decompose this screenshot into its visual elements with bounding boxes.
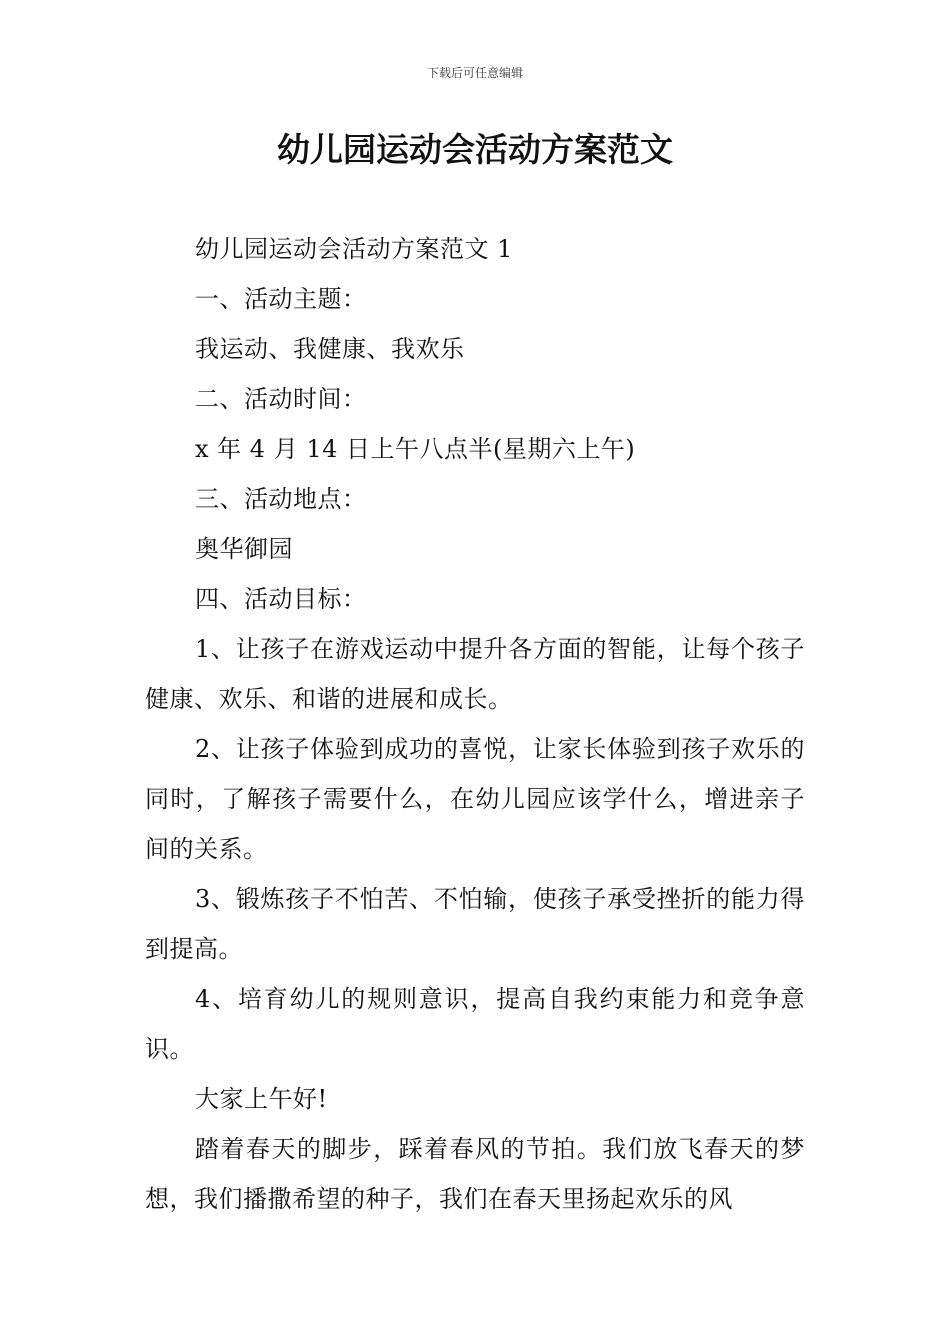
paragraph-theme-heading: 一、活动主题： xyxy=(195,285,367,313)
paragraph-goal-2: 2、让孩子体验到成功的喜悦，让家长体验到孩子欢乐的同时，了解孩子需要什么，在幼儿园应该学什么，增进亲子间的关系。 xyxy=(145,735,805,863)
paragraph-location: 奥华御园 xyxy=(195,535,293,563)
paragraph-goal-4: 4、培育幼儿的规则意识，提高自我约束能力和竞争意识。 xyxy=(145,985,805,1063)
document-body xyxy=(145,224,805,1224)
paragraph-goal-3: 3、锻炼孩子不怕苦、不怕输，使孩子承受挫折的能力得到提高。 xyxy=(145,885,805,963)
paragraph-time-heading: 二、活动时间： xyxy=(195,385,367,413)
paragraph-theme: 我运动、我健康、我欢乐 xyxy=(195,335,465,363)
document-title: 幼儿园运动会活动方案范文 xyxy=(277,130,673,169)
paragraph-goals-heading: 四、活动目标： xyxy=(195,585,367,613)
paragraph-goal-1: 1、让孩子在游戏运动中提升各方面的智能，让每个孩子健康、欢乐、和谐的进展和成长。 xyxy=(145,635,805,713)
header-note: 下载后可任意编辑 xyxy=(426,66,523,80)
paragraph-greeting: 大家上午好! xyxy=(195,1085,328,1113)
paragraph-section-title: 幼儿园运动会活动方案范文 1 xyxy=(195,235,513,263)
paragraph-location-heading: 三、活动地点： xyxy=(195,485,367,513)
paragraph-speech-opening: 踏着春天的脚步，踩着春风的节拍。我们放飞春天的梦想，我们播撒希望的种子，我们在春天里扬起欢乐的风 xyxy=(145,1135,805,1213)
paragraph-time: x 年 4 月 14 日上午八点半(星期六上午) xyxy=(195,435,636,463)
